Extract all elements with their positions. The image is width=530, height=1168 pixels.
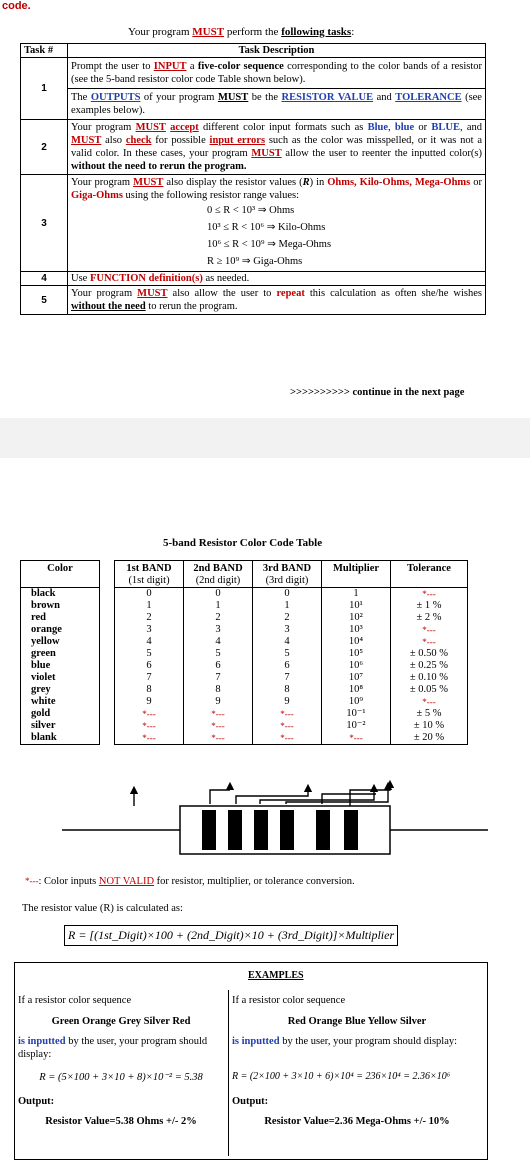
cell-b2: 0 <box>184 588 253 601</box>
cell-tol: ± 0.10 % <box>391 672 468 684</box>
color-row-blue <box>21 660 468 672</box>
cell-b2: *--- <box>184 732 253 745</box>
cell-b3: 7 <box>253 672 322 684</box>
col-desc-header: Task Description <box>68 44 486 58</box>
color-row-yellow <box>21 636 468 648</box>
color-row-gold <box>21 708 468 720</box>
page-separator <box>0 418 530 458</box>
cell-color: orange <box>21 624 100 636</box>
color-row-red <box>21 612 468 624</box>
task-row-3: 3 Your program MUST also display the resistor values (R) in Ohms, Kilo-Ohms, Mega-Ohms or Giga-Ohms using the following resistor range values: 0 ≤ R < 10³ ⇒ Ohms 10³ ≤ R < 10⁶ ⇒ Kilo-Ohms 10⁶ ≤ R < 10⁹ ⇒ Mega-Ohms R ≥ 10⁹ ⇒ Giga-Ohms <box>21 175 486 272</box>
cell-b1: *--- <box>115 732 184 745</box>
cell-mult: 10⁻² <box>322 720 391 732</box>
cell-b1: 2 <box>115 612 184 624</box>
ex-right-seq: Red Orange Blue Yellow Silver <box>287 1016 427 1027</box>
task-row-4: 4 Use FUNCTION definition(s) as needed. <box>21 272 486 286</box>
cell-tol: ± 5 % <box>391 708 468 720</box>
color-row-violet <box>21 672 468 684</box>
cell-b2: 2 <box>184 612 253 624</box>
color-row-green <box>21 648 468 660</box>
range-list: 0 ≤ R < 10³ ⇒ Ohms 10³ ≤ R < 10⁶ ⇒ Kilo-Ohms 10⁶ ≤ R < 10⁹ ⇒ Mega-Ohms R ≥ 10⁹ ⇒ Giga-Ohms <box>207 205 332 267</box>
task1-a: Prompt the user to INPUT a five-color sequence corresponding to the color bands of a resistor (see the 5-band resistor color code Table shown below). <box>71 61 482 85</box>
resistor-diagram <box>60 776 490 876</box>
continue-note: >>>>>>>>>> continue in the next page <box>290 387 465 398</box>
cell-tol: ± 10 % <box>391 720 468 732</box>
cell-color: gold <box>21 708 100 720</box>
cell-tol: *--- <box>391 588 468 601</box>
cell-b1: 3 <box>115 624 184 636</box>
color-code-table <box>20 560 468 745</box>
ex-right-result: Resistor Value=2.36 Mega-Ohms +/- 10% <box>264 1116 450 1127</box>
ex-right-output-label: Output: <box>232 1096 269 1107</box>
ex-left-intro: If a resistor color sequence <box>18 995 132 1006</box>
color-row-silver <box>21 720 468 732</box>
cell-mult: 1 <box>322 588 391 601</box>
resistor-formula: R = [(1st_Digit)×100 + (2nd_Digit)×10 + (3rd_Digit)]×Multiplier <box>64 925 398 946</box>
cell-color: yellow <box>21 636 100 648</box>
cell-mult: 10⁵ <box>322 648 391 660</box>
cell-b1: 8 <box>115 684 184 696</box>
cell-mult: 10¹ <box>322 600 391 612</box>
calc-text: The resistor value (R) is calculated as: <box>22 903 183 914</box>
cell-b2: 4 <box>184 636 253 648</box>
cell-mult: 10³ <box>322 624 391 636</box>
cell-b1: 9 <box>115 696 184 708</box>
cell-b2: *--- <box>184 720 253 732</box>
cell-tol: *--- <box>391 636 468 648</box>
cell-b3: *--- <box>253 732 322 745</box>
examples-divider <box>228 990 229 1156</box>
ex-left-output-label: Output: <box>18 1096 55 1107</box>
cell-mult: 10⁴ <box>322 636 391 648</box>
invalid-note: *---: Color inputs NOT VALID for resistor, multiplier, or tolerance conversion. <box>25 876 355 887</box>
color-row-white <box>21 696 468 708</box>
cell-tol: ± 20 % <box>391 732 468 745</box>
col-task-header: Task # <box>21 44 68 58</box>
cell-b1: 7 <box>115 672 184 684</box>
cell-color: violet <box>21 672 100 684</box>
cell-b2: 5 <box>184 648 253 660</box>
cell-b3: *--- <box>253 720 322 732</box>
intro-line: Your program MUST perform the following tasks: <box>128 26 355 38</box>
cell-mult: 10⁸ <box>322 684 391 696</box>
color-table-title: 5-band Resistor Color Code Table <box>163 537 323 549</box>
color-row-orange <box>21 624 468 636</box>
cell-mult: *--- <box>322 732 391 745</box>
cell-tol: *--- <box>391 696 468 708</box>
ex-left-calc: R = (5×100 + 3×10 + 8)×10⁻² = 5.38 <box>39 1072 203 1083</box>
cell-color: grey <box>21 684 100 696</box>
color-row-brown <box>21 600 468 612</box>
cell-tol: ± 1 % <box>391 600 468 612</box>
tasks-table <box>20 43 486 315</box>
cell-tol: ± 0.25 % <box>391 660 468 672</box>
cell-color: black <box>21 588 100 601</box>
cell-b2: 8 <box>184 684 253 696</box>
cell-b3: 2 <box>253 612 322 624</box>
color-table-header: Color 1st BAND (1st digit) 2nd BAND (2nd digit) 3rd BAND (3rd digit) Multiplier Tolerance <box>21 561 468 588</box>
cell-mult: 10² <box>322 612 391 624</box>
ex-right-display: is inputted by the user, your program should display: <box>232 1036 458 1047</box>
cell-b2: 1 <box>184 600 253 612</box>
examples-box <box>14 962 488 1160</box>
cell-b2: *--- <box>184 708 253 720</box>
cell-b1: *--- <box>115 720 184 732</box>
cell-color: silver <box>21 720 100 732</box>
examples-title: EXAMPLES <box>248 970 304 981</box>
cell-b1: 1 <box>115 600 184 612</box>
task1-b: The OUTPUTS of your program MUST be the RESISTOR VALUE and TOLERANCE (see examples below). <box>68 88 485 117</box>
cell-color: brown <box>21 600 100 612</box>
cell-b3: 0 <box>253 588 322 601</box>
cell-color: white <box>21 696 100 708</box>
ex-left-result: Resistor Value=5.38 Ohms +/- 2% <box>45 1116 197 1127</box>
cell-color: blank <box>21 732 100 745</box>
task-row-5: 5 Your program MUST also allow the user to repeat this calculation as often she/he wishes without the need to rerun the program. <box>21 286 486 315</box>
task-row-2: 2 Your program MUST accept different color input formats such as Blue, blue or BLUE, and MUST also check for possible input errors such as the color was misspelled, or it was not a valid color. In these cases, your program MUST allow the user to reenter the inputted color(s) without the need to rerun the program. <box>21 120 486 175</box>
cell-tol: ± 2 % <box>391 612 468 624</box>
task-row-1: 1 Prompt the user to INPUT a five-color sequence corresponding to the color bands of a resistor (see the 5-band resistor color code Table shown below). The OUTPUTS of your program MUST be the RESISTOR VALUE and TOLERANCE (see examples below). <box>21 58 486 120</box>
cell-b1: *--- <box>115 708 184 720</box>
cell-b3: 5 <box>253 648 322 660</box>
cell-tol: *--- <box>391 624 468 636</box>
cell-b2: 9 <box>184 696 253 708</box>
cell-mult: 10⁻¹ <box>322 708 391 720</box>
ex-right-calc: R = (2×100 + 3×10 + 6)×10⁴ = 236×10⁴ = 2.36×10⁶ <box>232 1071 451 1082</box>
cell-b3: 1 <box>253 600 322 612</box>
cell-b3: 4 <box>253 636 322 648</box>
cell-b1: 6 <box>115 660 184 672</box>
cell-mult: 10⁶ <box>322 660 391 672</box>
cell-tol: ± 0.05 % <box>391 684 468 696</box>
cell-color: blue <box>21 660 100 672</box>
cell-b3: 8 <box>253 684 322 696</box>
cell-b1: 5 <box>115 648 184 660</box>
cell-b1: 0 <box>115 588 184 601</box>
cell-b3: 3 <box>253 624 322 636</box>
cell-mult: 10⁷ <box>322 672 391 684</box>
cell-b3: 6 <box>253 660 322 672</box>
ex-left-display: is inputted by the user, your program should display: <box>18 1036 208 1060</box>
cell-color: green <box>21 648 100 660</box>
cell-color: red <box>21 612 100 624</box>
color-row-blank <box>21 732 468 745</box>
ex-right-intro: If a resistor color sequence <box>232 995 346 1006</box>
color-row-black <box>21 588 468 601</box>
cell-b2: 7 <box>184 672 253 684</box>
cell-tol: ± 0.50 % <box>391 648 468 660</box>
cell-b1: 4 <box>115 636 184 648</box>
ex-left-seq: Green Orange Grey Silver Red <box>51 1016 191 1027</box>
code-label: code. <box>2 0 31 12</box>
cell-b2: 6 <box>184 660 253 672</box>
cell-mult: 10⁹ <box>322 696 391 708</box>
cell-b3: *--- <box>253 708 322 720</box>
cell-b2: 3 <box>184 624 253 636</box>
cell-b3: 9 <box>253 696 322 708</box>
color-row-grey <box>21 684 468 696</box>
